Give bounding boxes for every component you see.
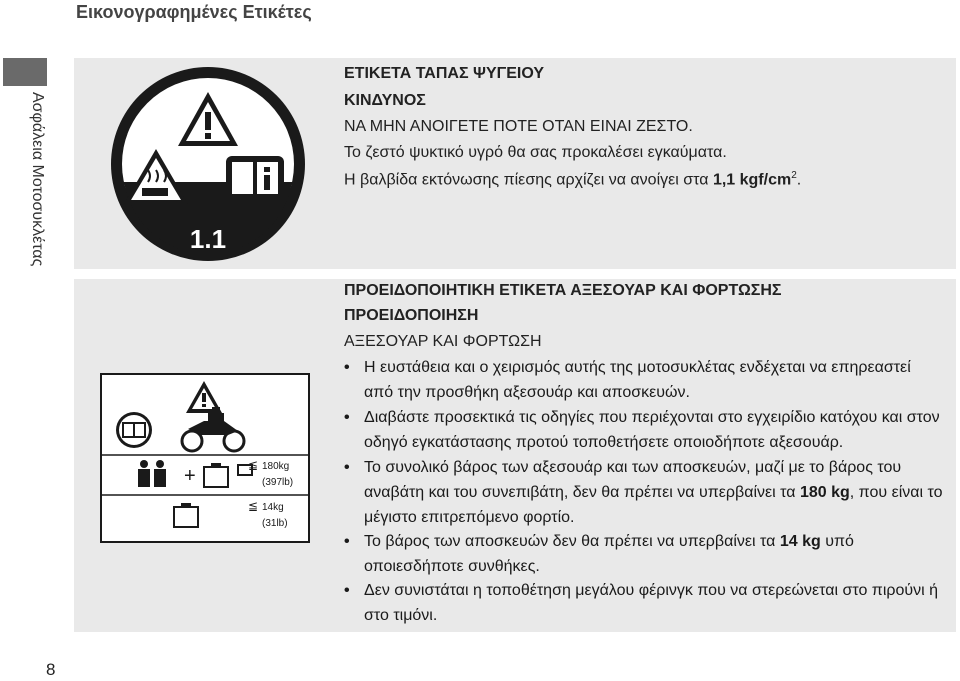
max-load-kg: 180kg xyxy=(262,461,290,472)
bullet-4-end: υπό οποιεσδήποτε συνθήκες. xyxy=(364,533,854,575)
max-load-le-1: ≦ xyxy=(248,458,259,472)
bullet-3-end: , που είναι το μέγιστο επιτρεπόμενο φορτίο. xyxy=(364,484,943,526)
page-number: 8 xyxy=(46,660,56,679)
bullet-4-text: Το βάρος των αποσκευών δεν θα πρέπει να υπερβαίνει τα xyxy=(364,533,780,550)
max-luggage-kg: 14kg xyxy=(262,502,284,513)
section-tab-marker xyxy=(3,58,47,86)
sticker-manual-icon xyxy=(116,412,152,448)
radiator-cap-label-icon xyxy=(108,64,308,264)
page-header-title: Εικονογραφημένες Ετικέτες xyxy=(76,2,312,22)
max-luggage-value: 14 kg xyxy=(779,533,821,550)
accessory-loading-sticker xyxy=(100,373,310,543)
sticker-plus-sign: + xyxy=(184,465,196,487)
radiator-danger-heading: ΚΙΝΔΥΝΟΣ xyxy=(344,92,426,109)
accessory-bullet-2: • Διαβάστε προσεκτικά τις οδηγίες που περιέχονται στο εγχειρίδιο κατόχου και στον οδηγό εγκατάστασης προτού τοποθετήσετε οποιοδήποτε αξεσουάρ. xyxy=(364,405,944,455)
max-load-lb: (397lb) xyxy=(262,477,294,488)
accessory-warning-heading: ΠΡΟΕΙΔΟΠΟΙΗΣΗ xyxy=(344,307,479,324)
accessory-bullet-1: • Η ευστάθεια και ο χειρισμός αυτής της μοτοσυκλέτας ενδέχεται να επηρεαστεί από την προσθήκη αξεσουάρ και αποσκευών. xyxy=(364,355,944,405)
radiator-line-1: ΝΑ ΜΗΝ ΑΝΟΙΓΕΤΕ ΠΟΤΕ ΟΤΑΝ ΕΙΝΑΙ ΖΕΣΤΟ. xyxy=(344,118,693,135)
radiator-line-3-end: . xyxy=(796,171,802,189)
pressure-value-text: 1.1 xyxy=(189,224,227,254)
accessory-bullet-4 xyxy=(364,529,944,579)
radiator-line-3 xyxy=(344,169,801,191)
owners-manual-icon xyxy=(226,156,284,200)
section-side-label: Ασφάλεια Μοτοσυκλέτας xyxy=(29,92,46,267)
max-luggage-lb: (31lb) xyxy=(262,518,288,529)
accessory-subtitle: ΑΞΕΣΟΥΑΡ ΚΑΙ ΦΟΡΤΩΣΗ xyxy=(344,333,542,350)
max-luggage-le: ≦ xyxy=(248,499,259,513)
radiator-line-2: Το ζεστό ψυκτικό υγρό θα σας προκαλέσει εγκαύματα. xyxy=(344,144,727,161)
radiator-line-3-text: Η βαλβίδα εκτόνωσης πίεσης αρχίζει να ανοίγει στα xyxy=(344,171,713,189)
pressure-value: 1,1 kgf/cm xyxy=(712,171,792,189)
accessory-bullet-5: • Δεν συνιστάται η τοποθέτηση μεγάλου φέρινγκ που να στερεώνεται στο πιρούνι ή στο τιμόνι. xyxy=(364,578,944,628)
luggage-only-icon xyxy=(174,503,198,527)
pressure-unit-exponent: 2 xyxy=(791,170,797,181)
bullet-3-text: Το συνολικό βάρος των αξεσουάρ και των αποσκευών, μαζί με το βάρος του αναβάτη και του συνεπιβάτη, δεν θα πρέπει να υπερβαίνει τα xyxy=(364,459,902,501)
max-load-value: 180 kg xyxy=(799,484,850,501)
accessory-bullet-3 xyxy=(364,455,944,530)
accessory-label-title: ΠΡΟΕΙΔΟΠΟΙΗΤΙΚΗ ΕΤΙΚΕΤΑ ΑΞΕΣΟΥΑΡ ΚΑΙ ΦΟΡΤΩΣΗΣ xyxy=(344,282,782,299)
radiator-label-title: ΕΤΙΚΕΤΑ ΤΑΠΑΣ ΨΥΓΕΙΟΥ xyxy=(344,65,545,82)
